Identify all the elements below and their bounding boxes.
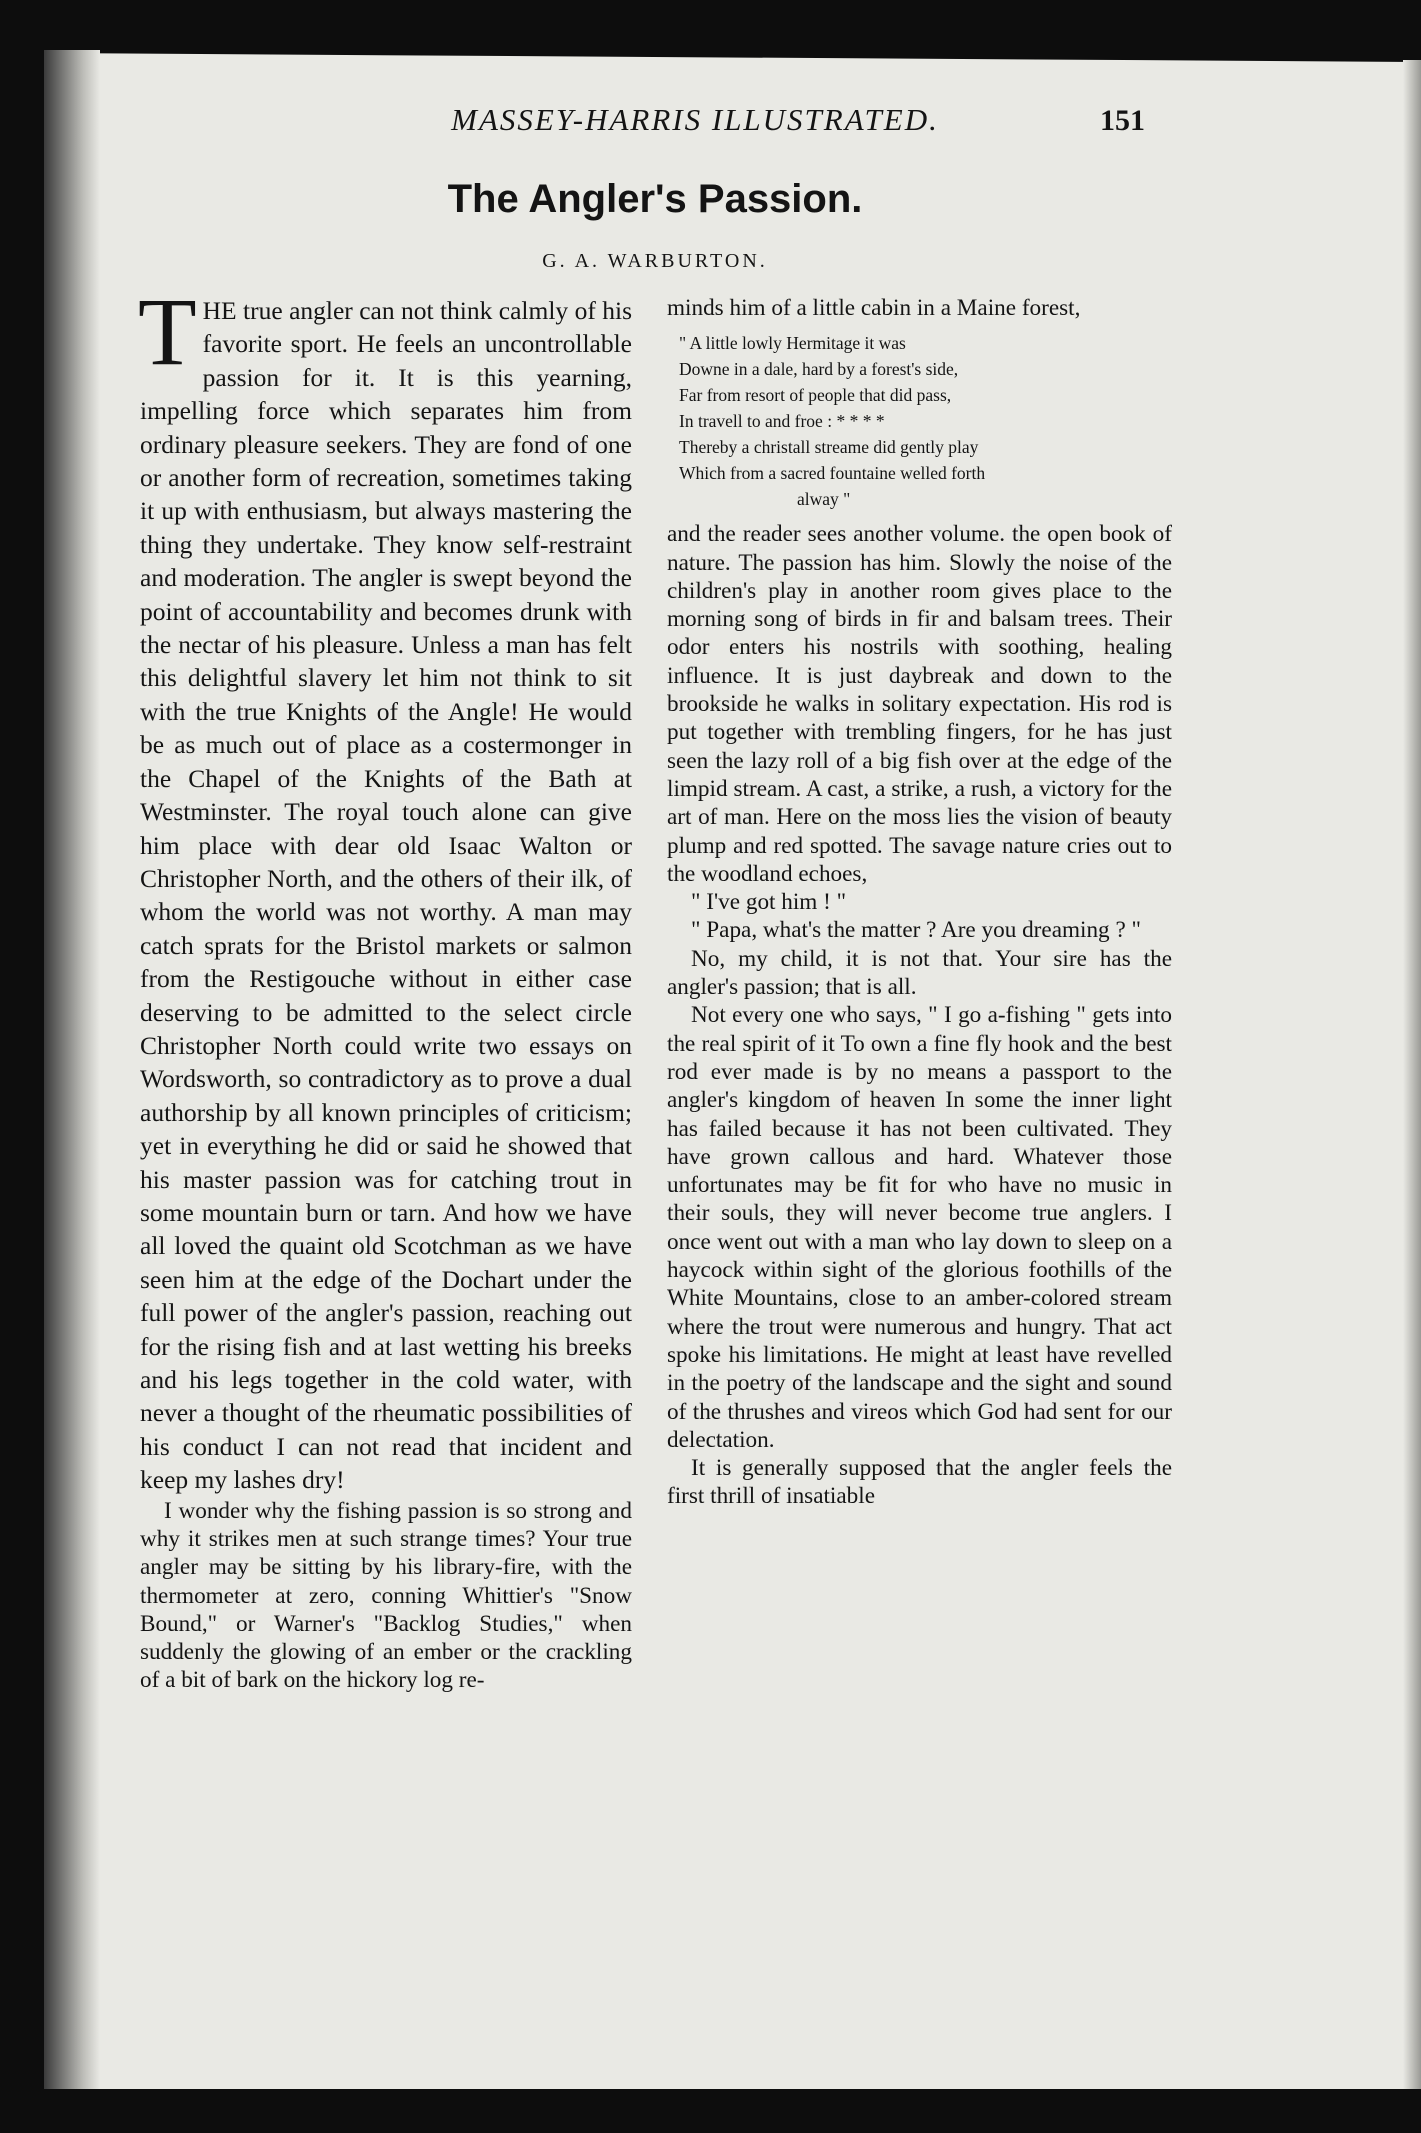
running-head: MASSEY-HARRIS ILLUSTRATED.	[451, 102, 939, 137]
paragraph: It is generally supposed that the angler feels the first thrill of insatiable	[667, 1455, 1172, 1510]
drop-cap: T	[138, 278, 197, 385]
poem-line: Which from a sacred fountaine welled forth	[679, 463, 986, 484]
poem-line: " A little lowly Hermitage it was	[679, 333, 906, 354]
scan-right-edge	[1403, 60, 1421, 2090]
scan-top-border	[0, 0, 1421, 62]
poem-line: alway "	[797, 489, 851, 510]
page-number: 151	[1100, 104, 1145, 137]
poem-line: Downe in a dale, hard by a forest's side,	[679, 359, 959, 380]
paragraph-text: HE true angler can not think calmly of his favorite sport. He feels an uncontrollable passion for it. It is this yearning, impelling force which separates him from ordinary pleasure seekers. They are fond of one or another form of recreation, sometimes taking it up with enthusiasm, but always mastering the thing they undertake. They know self-restraint and moderation. The angler is swept beyond the point of accountability and becomes drunk with the nectar of his pleasure. Unless a man has felt this delightful slavery let him not think to sit with the true Knights of the Angle! He would be as much out of place as a costermonger in the Chapel of the Knights of the Bath at Westminster. The royal touch alone can give him place with dear old Isaac Walton or Christopher North, and the others of their ilk, of whom the world was not worthy. A man may catch sprats for the Bristol markets or salmon from the Restigouche without in either case deserving to be admitted to the select circle Christopher North could write two essays on Wordsworth, so contradictory as to prove a dual authorship by all known principles of criticism; yet in everything he did or said he showed that his master passion was for catching trout in some mountain burn or tarn. And how we have all loved the quaint old Scotchman as we have seen him at the edge of the Dochart under the full power of the angler's passion, reaching out for the rising fish and at last wetting his breeks and his legs together in the cold water, with never a thought of the rheumatic possibilities of his conduct I can not read that incident and keep my lashes dry!	[140, 296, 632, 1495]
paragraph: No, my child, it is not that. Your sire has the angler's passion; that is all.	[667, 945, 1172, 1001]
right-column	[667, 294, 1172, 1511]
paragraph: " Papa, what's the matter ? Are you dreaming ? "	[691, 917, 1142, 944]
poem-line: Far from resort of people that did pass,	[679, 385, 952, 406]
poem-quotation	[667, 330, 1172, 512]
paragraph: " I've got him ! "	[691, 889, 847, 916]
paragraph: Not every one who says, " I go a-fishing " gets into the real spirit of it To own a fine fly hook and the best rod ever made is by no means a passport to the angler's kingdom of heaven In some the inner light has failed because it has not been cultivated. They have grown callous and hard. Whatever those unfortunates may be fit for who have no music in their souls, they will never become true anglers. I once went out with a man who lay down to sleep on a haycock within sight of the glorious foothills of the White Mountains, close to an amber-colored stream where the trout were numerous and hungry. That act spoke his limitations. He might at least have revelled in the poetry of the landscape and the sight and sound of the thrushes and vireos which God had sent for our delectation.	[667, 1002, 1172, 1453]
article-author: G. A. WARBURTON.	[542, 250, 768, 272]
document-page	[120, 62, 1190, 2082]
scan-left-border	[0, 40, 44, 2100]
paragraph: and the reader sees another volume. the open book of nature. The passion has him. Slowly the noise of the children's play in another room gives place to the morning song of birds in fir and balsam trees. Their odor enters his nostrils with soothing, healing influence. It is just daybreak and down to the brookside he walks in solitary expectation. His rod is put together with trembling fingers, for he has just seen the lazy roll of a big fish over at the edge of the limpid stream. A cast, a strike, a rush, a victory for the art of man. Here on the moss lies the vision of beauty plump and red spotted. The savage nature cries out to the woodland echoes,	[667, 521, 1172, 887]
scan-bottom-border	[0, 2089, 1421, 2133]
poem-line: In travell to and froe : * * * *	[679, 411, 885, 432]
left-column	[138, 278, 632, 1695]
scan-binding-shadow	[44, 50, 100, 2100]
article-title: The Angler's Passion.	[447, 177, 863, 221]
poem-line: Thereby a christall streame did gently play	[679, 437, 979, 458]
paragraph: I wonder why the fishing passion is so strong and why it strikes men at such strange times? Your true angler may be sitting by his library-fire, with the thermometer at zero, conning Whittier's "Snow Bound," or Warner's "Backlog Studies," when suddenly the glowing of an ember or the crackling of a bit of bark on the hickory log re-	[140, 1497, 632, 1694]
paragraph	[138, 278, 632, 1497]
paragraph: minds him of a little cabin in a Maine forest,	[667, 295, 1081, 321]
